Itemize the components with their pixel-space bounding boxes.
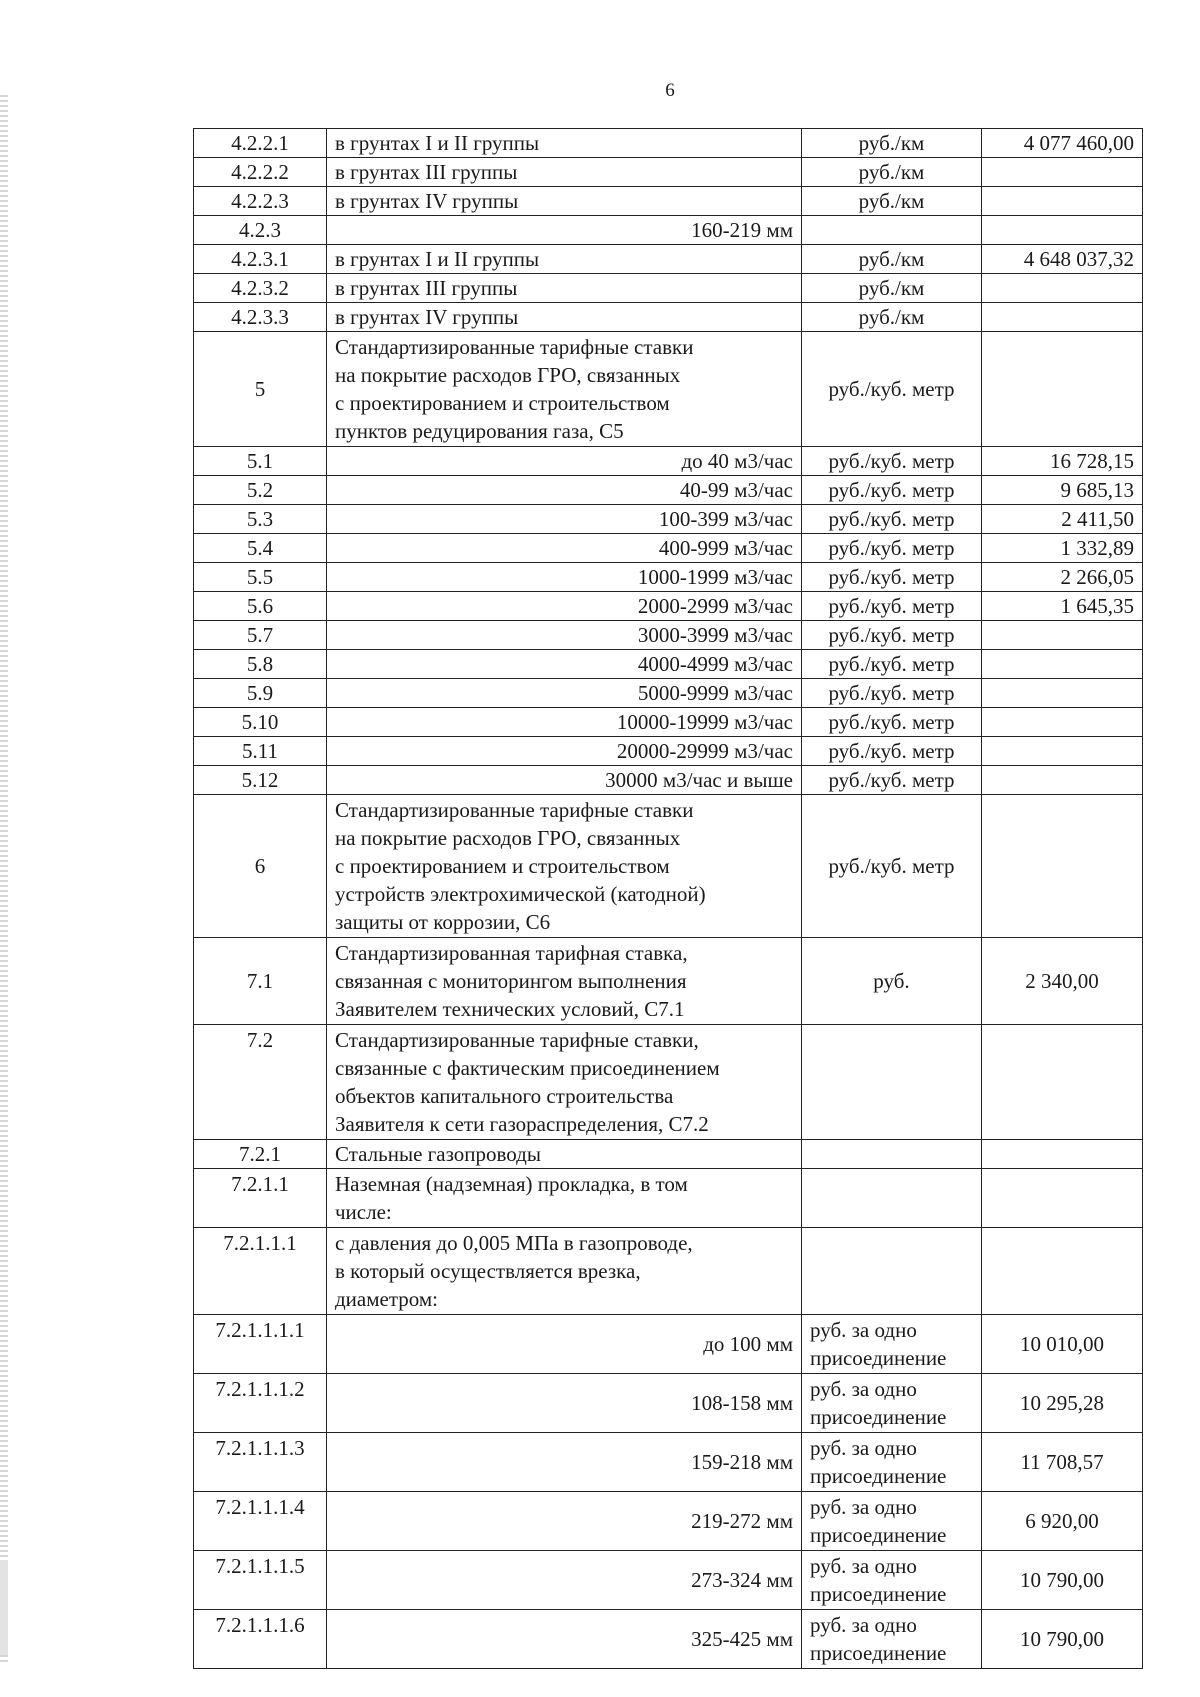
row-number: 7.2.1.1.1.3 (194, 1433, 327, 1492)
row-description: Наземная (надземная) прокладка, в том числе: (327, 1169, 802, 1228)
row-number: 5.8 (194, 650, 327, 679)
row-number: 7.2.1.1.1.4 (194, 1492, 327, 1551)
row-number: 7.2.1.1.1.2 (194, 1374, 327, 1433)
table-row (194, 1492, 1143, 1551)
row-value (982, 621, 1143, 650)
table-row (194, 303, 1143, 332)
table-row (194, 1551, 1143, 1610)
row-description: 5000-9999 м3/час (327, 679, 802, 708)
row-value (982, 1228, 1143, 1315)
row-number: 4.2.2.2 (194, 158, 327, 187)
row-number: 5.1 (194, 447, 327, 476)
table-row (194, 650, 1143, 679)
row-description: Стандартизированная тарифная ставка, связанная с мониторингом выполнения Заявителем технических условий, С7.1 (327, 938, 802, 1025)
row-unit (802, 1228, 982, 1315)
row-description: в грунтах I и II группы (327, 245, 802, 274)
row-description: 30000 м3/час и выше (327, 766, 802, 795)
row-unit: руб./куб. метр (802, 708, 982, 737)
row-value: 1 332,89 (982, 534, 1143, 563)
row-unit: руб./км (802, 187, 982, 216)
row-value: 11 708,57 (982, 1433, 1143, 1492)
row-description: Стандартизированные тарифные ставки на покрытие расходов ГРО, связанных с проектированием и строительством пунктов редуцирования газа, С5 (327, 332, 802, 447)
row-value: 2 411,50 (982, 505, 1143, 534)
row-value: 2 266,05 (982, 563, 1143, 592)
row-unit: руб./куб. метр (802, 476, 982, 505)
row-value: 10 790,00 (982, 1551, 1143, 1610)
row-value (982, 737, 1143, 766)
row-value: 10 010,00 (982, 1315, 1143, 1374)
row-unit: руб. за одно присоединение (802, 1374, 982, 1433)
row-value: 2 340,00 (982, 938, 1143, 1025)
row-description: Стандартизированные тарифные ставки, связанные с фактическим присоединением объектов капитального строительства Заявителя к сети газораспределения, С7.2 (327, 1025, 802, 1140)
row-value (982, 274, 1143, 303)
row-value: 4 077 460,00 (982, 129, 1143, 158)
table-row (194, 708, 1143, 737)
row-value (982, 650, 1143, 679)
table-row (194, 679, 1143, 708)
table-row (194, 563, 1143, 592)
row-number: 4.2.3.2 (194, 274, 327, 303)
row-number: 4.2.2.1 (194, 129, 327, 158)
table-row (194, 447, 1143, 476)
row-unit: руб./куб. метр (802, 447, 982, 476)
table-row (194, 621, 1143, 650)
row-value (982, 303, 1143, 332)
row-description: 219-272 мм (327, 1492, 802, 1551)
row-description: 400-999 м3/час (327, 534, 802, 563)
row-unit: руб./куб. метр (802, 563, 982, 592)
row-number: 7.2.1 (194, 1140, 327, 1169)
row-description: 1000-1999 м3/час (327, 563, 802, 592)
row-unit (802, 1140, 982, 1169)
row-description: 160-219 мм (327, 216, 802, 245)
row-description: Стандартизированные тарифные ставки на покрытие расходов ГРО, связанных с проектированием и строительством устройств электрохимической (катодной) защиты от коррозии, С6 (327, 795, 802, 938)
row-number: 7.1 (194, 938, 327, 1025)
row-number: 5 (194, 332, 327, 447)
row-unit: руб./куб. метр (802, 534, 982, 563)
row-value (982, 158, 1143, 187)
row-unit: руб./км (802, 245, 982, 274)
row-value: 4 648 037,32 (982, 245, 1143, 274)
row-number: 5.5 (194, 563, 327, 592)
row-value: 1 645,35 (982, 592, 1143, 621)
row-unit (802, 1025, 982, 1140)
table-row (194, 129, 1143, 158)
row-value (982, 216, 1143, 245)
row-unit: руб. за одно присоединение (802, 1315, 982, 1374)
tariff-rates-table (193, 128, 1143, 1669)
row-description: 273-324 мм (327, 1551, 802, 1610)
table-row (194, 158, 1143, 187)
page-number: 6 (665, 80, 675, 101)
row-unit (802, 1169, 982, 1228)
row-number: 7.2.1.1 (194, 1169, 327, 1228)
row-description: с давления до 0,005 МПа в газопроводе, в который осуществляется врезка, диаметром: (327, 1228, 802, 1315)
row-description: 159-218 мм (327, 1433, 802, 1492)
table-row (194, 245, 1143, 274)
table-row (194, 476, 1143, 505)
row-number: 7.2.1.1.1 (194, 1228, 327, 1315)
row-description: Стальные газопроводы (327, 1140, 802, 1169)
table-row (194, 332, 1143, 447)
row-number: 4.2.2.3 (194, 187, 327, 216)
row-unit: руб./куб. метр (802, 332, 982, 447)
table-row (194, 592, 1143, 621)
row-unit: руб./км (802, 158, 982, 187)
row-number: 5.4 (194, 534, 327, 563)
row-unit: руб./куб. метр (802, 766, 982, 795)
row-unit: руб./куб. метр (802, 650, 982, 679)
row-number: 7.2.1.1.1.1 (194, 1315, 327, 1374)
table-row (194, 1025, 1143, 1140)
row-value: 16 728,15 (982, 447, 1143, 476)
row-description: 40-99 м3/час (327, 476, 802, 505)
row-value (982, 766, 1143, 795)
table-row (194, 505, 1143, 534)
table-row (194, 1140, 1143, 1169)
row-number: 5.3 (194, 505, 327, 534)
row-unit (802, 216, 982, 245)
row-description: в грунтах IV группы (327, 187, 802, 216)
row-value: 6 920,00 (982, 1492, 1143, 1551)
row-number: 4.2.3.3 (194, 303, 327, 332)
table-row (194, 1315, 1143, 1374)
row-description: до 40 м3/час (327, 447, 802, 476)
row-description: 100-399 м3/час (327, 505, 802, 534)
row-unit: руб. за одно присоединение (802, 1492, 982, 1551)
row-number: 4.2.3.1 (194, 245, 327, 274)
row-number: 7.2.1.1.1.6 (194, 1610, 327, 1669)
table-row (194, 938, 1143, 1025)
row-unit: руб./км (802, 303, 982, 332)
table-row (194, 737, 1143, 766)
row-number: 6 (194, 795, 327, 938)
row-description: в грунтах III группы (327, 158, 802, 187)
row-description: в грунтах III группы (327, 274, 802, 303)
row-value (982, 679, 1143, 708)
row-unit: руб./куб. метр (802, 737, 982, 766)
row-unit: руб./куб. метр (802, 679, 982, 708)
row-description: 10000-19999 м3/час (327, 708, 802, 737)
row-value (982, 332, 1143, 447)
row-unit: руб. (802, 938, 982, 1025)
row-number: 5.10 (194, 708, 327, 737)
row-unit: руб./куб. метр (802, 795, 982, 938)
table-row (194, 766, 1143, 795)
table-row (194, 187, 1143, 216)
row-description: 108-158 мм (327, 1374, 802, 1433)
row-unit: руб./км (802, 129, 982, 158)
row-description: 2000-2999 м3/час (327, 592, 802, 621)
table-row (194, 216, 1143, 245)
row-number: 7.2.1.1.1.5 (194, 1551, 327, 1610)
row-number: 5.7 (194, 621, 327, 650)
table-row (194, 1228, 1143, 1315)
row-unit: руб./км (802, 274, 982, 303)
table-row (194, 1433, 1143, 1492)
row-number: 5.6 (194, 592, 327, 621)
row-value (982, 1025, 1143, 1140)
table-row (194, 1169, 1143, 1228)
scan-edge-artifact (0, 95, 8, 1665)
row-value (982, 1140, 1143, 1169)
row-number: 7.2 (194, 1025, 327, 1140)
row-description: 3000-3999 м3/час (327, 621, 802, 650)
row-unit: руб. за одно присоединение (802, 1433, 982, 1492)
row-description: 20000-29999 м3/час (327, 737, 802, 766)
row-value (982, 187, 1143, 216)
row-description: 4000-4999 м3/час (327, 650, 802, 679)
row-unit: руб. за одно присоединение (802, 1551, 982, 1610)
row-unit: руб. за одно присоединение (802, 1610, 982, 1669)
row-value: 10 295,28 (982, 1374, 1143, 1433)
row-number: 5.12 (194, 766, 327, 795)
row-description: в грунтах I и II группы (327, 129, 802, 158)
row-number: 4.2.3 (194, 216, 327, 245)
table-row (194, 1610, 1143, 1669)
table-row (194, 795, 1143, 938)
row-number: 5.11 (194, 737, 327, 766)
row-description: до 100 мм (327, 1315, 802, 1374)
row-number: 5.9 (194, 679, 327, 708)
row-description: 325-425 мм (327, 1610, 802, 1669)
table-row (194, 274, 1143, 303)
row-number: 5.2 (194, 476, 327, 505)
row-value: 10 790,00 (982, 1610, 1143, 1669)
table-row (194, 534, 1143, 563)
row-unit: руб./куб. метр (802, 592, 982, 621)
row-value (982, 795, 1143, 938)
table-row (194, 1374, 1143, 1433)
row-unit: руб./куб. метр (802, 505, 982, 534)
row-description: в грунтах IV группы (327, 303, 802, 332)
row-value (982, 1169, 1143, 1228)
row-value: 9 685,13 (982, 476, 1143, 505)
row-unit: руб./куб. метр (802, 621, 982, 650)
row-value (982, 708, 1143, 737)
scan-edge-artifact-bottom (0, 1560, 8, 1655)
